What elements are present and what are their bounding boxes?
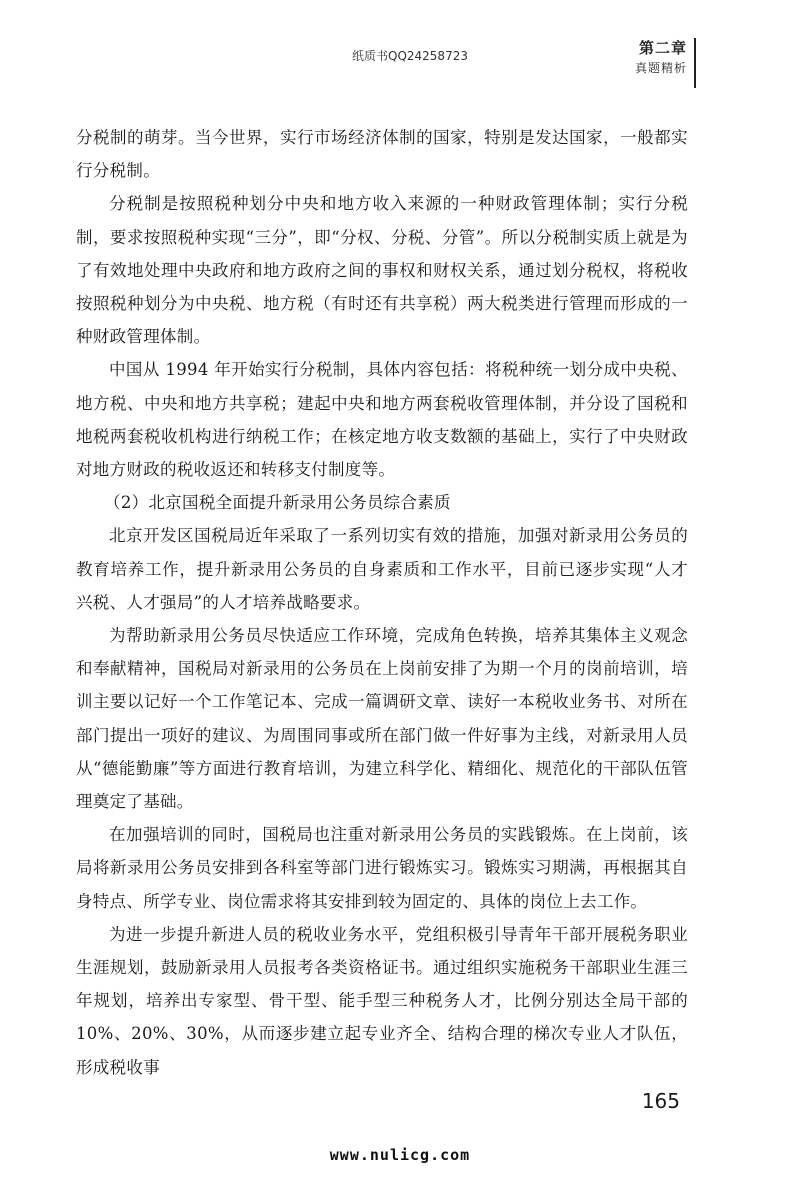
paragraph-continuation: 分税制的萌芽。当今世界，实行市场经济体制的国家，特别是发达国家，一般都实行分税制。	[76, 128, 688, 181]
footer-url: www.nulicg.com	[329, 1146, 471, 1164]
subsection-heading: （2）北京国税全面提升新录用公务员综合素质	[104, 493, 451, 513]
paragraph: 在加强培训的同时，国税局也注重对新录用公务员的实践锻炼。在上岗前，该局将新录用公务员安排到各科室等部门进行锻炼实习。锻炼实习期满，再根据其自身特点、所学专业、岗位需求将其安排到较为固定的、具体的岗位上去工作。	[76, 825, 688, 911]
paragraph: 为帮助新录用公务员尽快适应工作环境，完成角色转换，培养其集体主义观念和奉献精神，国税局对新录用的公务员在上岗前安排了为期一个月的岗前培训，培训主要以记好一个工作笔记本、完成一篇调研文章、读好一本税收业务书、对所在部门提出一项好的建议、为周围同事或所在部门做一件好事为主线，对新录用人员从“德能勤廉”等方面进行教育培训，为建立科学化、精细化、规范化的干部队伍管理奠定了基础。	[76, 626, 688, 812]
paragraph: 北京开发区国税局近年采取了一系列切实有效的措施，加强对新录用公务员的教育培养工作，提升新录用公务员的自身素质和工作水平，目前已逐步实现“人才兴税、人才强局”的人才培养战略要求。	[76, 526, 688, 612]
running-header	[615, 38, 687, 78]
chapter-title: 第二章	[638, 39, 687, 57]
page-body	[76, 121, 688, 1084]
section-title: 真题精析	[634, 61, 687, 75]
paragraph: 为进一步提升新进人员的税收业务水平，党组积极引导青年干部开展税务职业生涯规划，鼓励新录用人员报考各类资格证书。通过组织实施税务干部职业生涯三年规划，培养出专家型、骨干型、能手型三种税务人才，比例分别达全局干部的 10%、20%、30%，从而逐步建立起专业齐全、结构合理的梯次专业人才队伍，形成税收事	[76, 924, 688, 1077]
paragraph: 分税制是按照税种划分中央和地方收入来源的一种财政管理体制；实行分税制，要求按照税种实现“三分”，即“分权、分税、分管”。所以分税制实质上就是为了有效地处理中央政府和地方政府之间的事权和财权关系，通过划分税权，将税收按照税种划分为中央税、地方税（有时还有共享税）两大税类进行管理而形成的一种财政管理体制。	[76, 194, 688, 347]
page-number: 165	[641, 1089, 680, 1113]
paragraph: 中国从 1994 年开始实行分税制，具体内容包括：将税种统一划分成中央税、地方税、中央和地方共享税；建起中央和地方两套税收管理体制，并分设了国税和地税两套税收机构进行纳税工作；在核定地方收支数额的基础上，实行了中央财政对地方财政的税收返还和转移支付制度等。	[76, 360, 688, 480]
header-watermark: 纸质书QQ24258723	[352, 49, 468, 63]
header-divider	[694, 38, 696, 88]
